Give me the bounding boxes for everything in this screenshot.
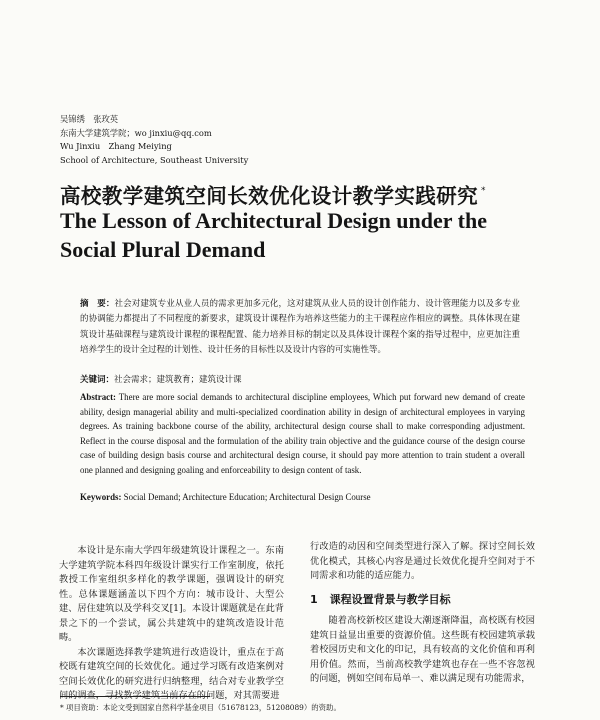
abstract-chinese (80, 297, 520, 358)
keywords-en-text: Social Demand; Architecture Education; Architectural Design Course (123, 492, 371, 502)
footnote-divider (60, 696, 210, 697)
abstract-english (80, 390, 525, 478)
keywords-english (80, 492, 371, 502)
title-en-line1: The Lesson of Architectural Design under the (60, 208, 487, 233)
author-names-en: Wu Jinxiu Zhang Meiying (60, 141, 172, 151)
body-paragraph: 行改造的动因和空间类型进行深入了解。探讨空间长效优化模式，其核心内容是通过长效优化提升空间对于不同需求和功能的适应能力。 (310, 541, 535, 581)
title-chinese (60, 179, 486, 209)
abstract-cn-label: 摘 要： (80, 299, 115, 309)
author-affiliation-en: School of Architecture, Southeast University (60, 154, 249, 165)
body-paragraph: 本次课题选择教学建筑进行改造设计，重点在于高校既有建筑空间的长效优化。通过学习既有改造案例对空间长效优化的研究进行归纳整理，结合对专业教学空间的调查，寻找教学建筑当前存在的问题，对其需要进 (59, 646, 284, 701)
keywords-en-label: Keywords: (80, 492, 122, 502)
body-paragraph: 本设计是东南大学四年级建筑设计课程之一。东南大学建筑学院本科四年级设计课实行工作室制度，依托教授工作室组织多样化的教学课题，强调设计的研究性。总体课题涵盖以下四个方向：城市设计、大型公建、居住建筑以及学科交叉[1]。本设计课题就是在此背景之下的一个尝试，属公共建筑中的建筑改造设计范畴。 (59, 545, 284, 643)
keywords-chinese (80, 373, 242, 385)
body-column-left (59, 544, 284, 704)
abstract-cn-text: 社会对建筑专业从业人员的需求更加多元化，这对建筑从业人员的设计创作能力、设计管理能力以及多专业的协调能力都提出了不同程度的新要求，建筑设计课程作为培养这些能力的主干课程应作相应的调整。具体体现在建筑设计基础课程与建筑设计课程的课程配置、能力培养目标的制定以及具体设计课程个案的指导过程中，应更加注重培养学生的设计全过程的计划性、设计任务的目标性以及设计内容的可实施性等。 (80, 299, 520, 355)
section-heading (310, 593, 535, 608)
section-number: 1 (310, 592, 318, 606)
title-english (60, 206, 487, 264)
section-title: 课程设置背景与教学目标 (329, 592, 451, 606)
abstract-en-text: There are more social demands to architectural discipline employees, Which put forward new demand of create ability, design managerial ability and multi-specialized coordination ability in design of architectural employees in varying degrees. As training backbone course of the ability, architectural design course shall to make corresponding adjustment. Reflect in the course disposal and the formulation of the ability train objective and the guidance course of the design course case of building design basis course and architectural design course, it should pay more attention to train student a overall one planned and designing goaling and enforceability to design content of task. (80, 392, 525, 475)
keywords-cn-text: 社会需求；建筑教育；建筑设计课 (114, 375, 242, 385)
author-names-cn: 吴锦绣 张玫英 (60, 114, 119, 124)
footnote: * 项目资助：本论文受到国家自然科学基金项目（51678123，51208089）的资助。 (60, 703, 341, 712)
title-cn-text: 高校教学建筑空间长效优化设计教学实践研究 (60, 184, 478, 208)
author-affiliation-cn: 东南大学建筑学院；wo jinxiu@qq.com (60, 127, 212, 138)
abstract-en-label: Abstract: (80, 392, 116, 402)
keywords-cn-label: 关键词： (80, 375, 115, 385)
body-column-right (310, 540, 535, 687)
author-block (60, 113, 248, 167)
body-paragraph: 随着高校新校区建设大潮逐渐降温，高校既有校园建筑日益显出重要的资源价值。这些既有校园建筑承载着校园历史和文化的印记，具有较高的文化价值和再利用价值。然而，当前高校教学建筑也存在一些不容忽视的问题，例如空间布局单一、难以满足现有功能需求， (310, 615, 535, 684)
title-footnote-mark: * (481, 186, 486, 196)
title-en-line2: Social Plural Demand (60, 237, 266, 262)
